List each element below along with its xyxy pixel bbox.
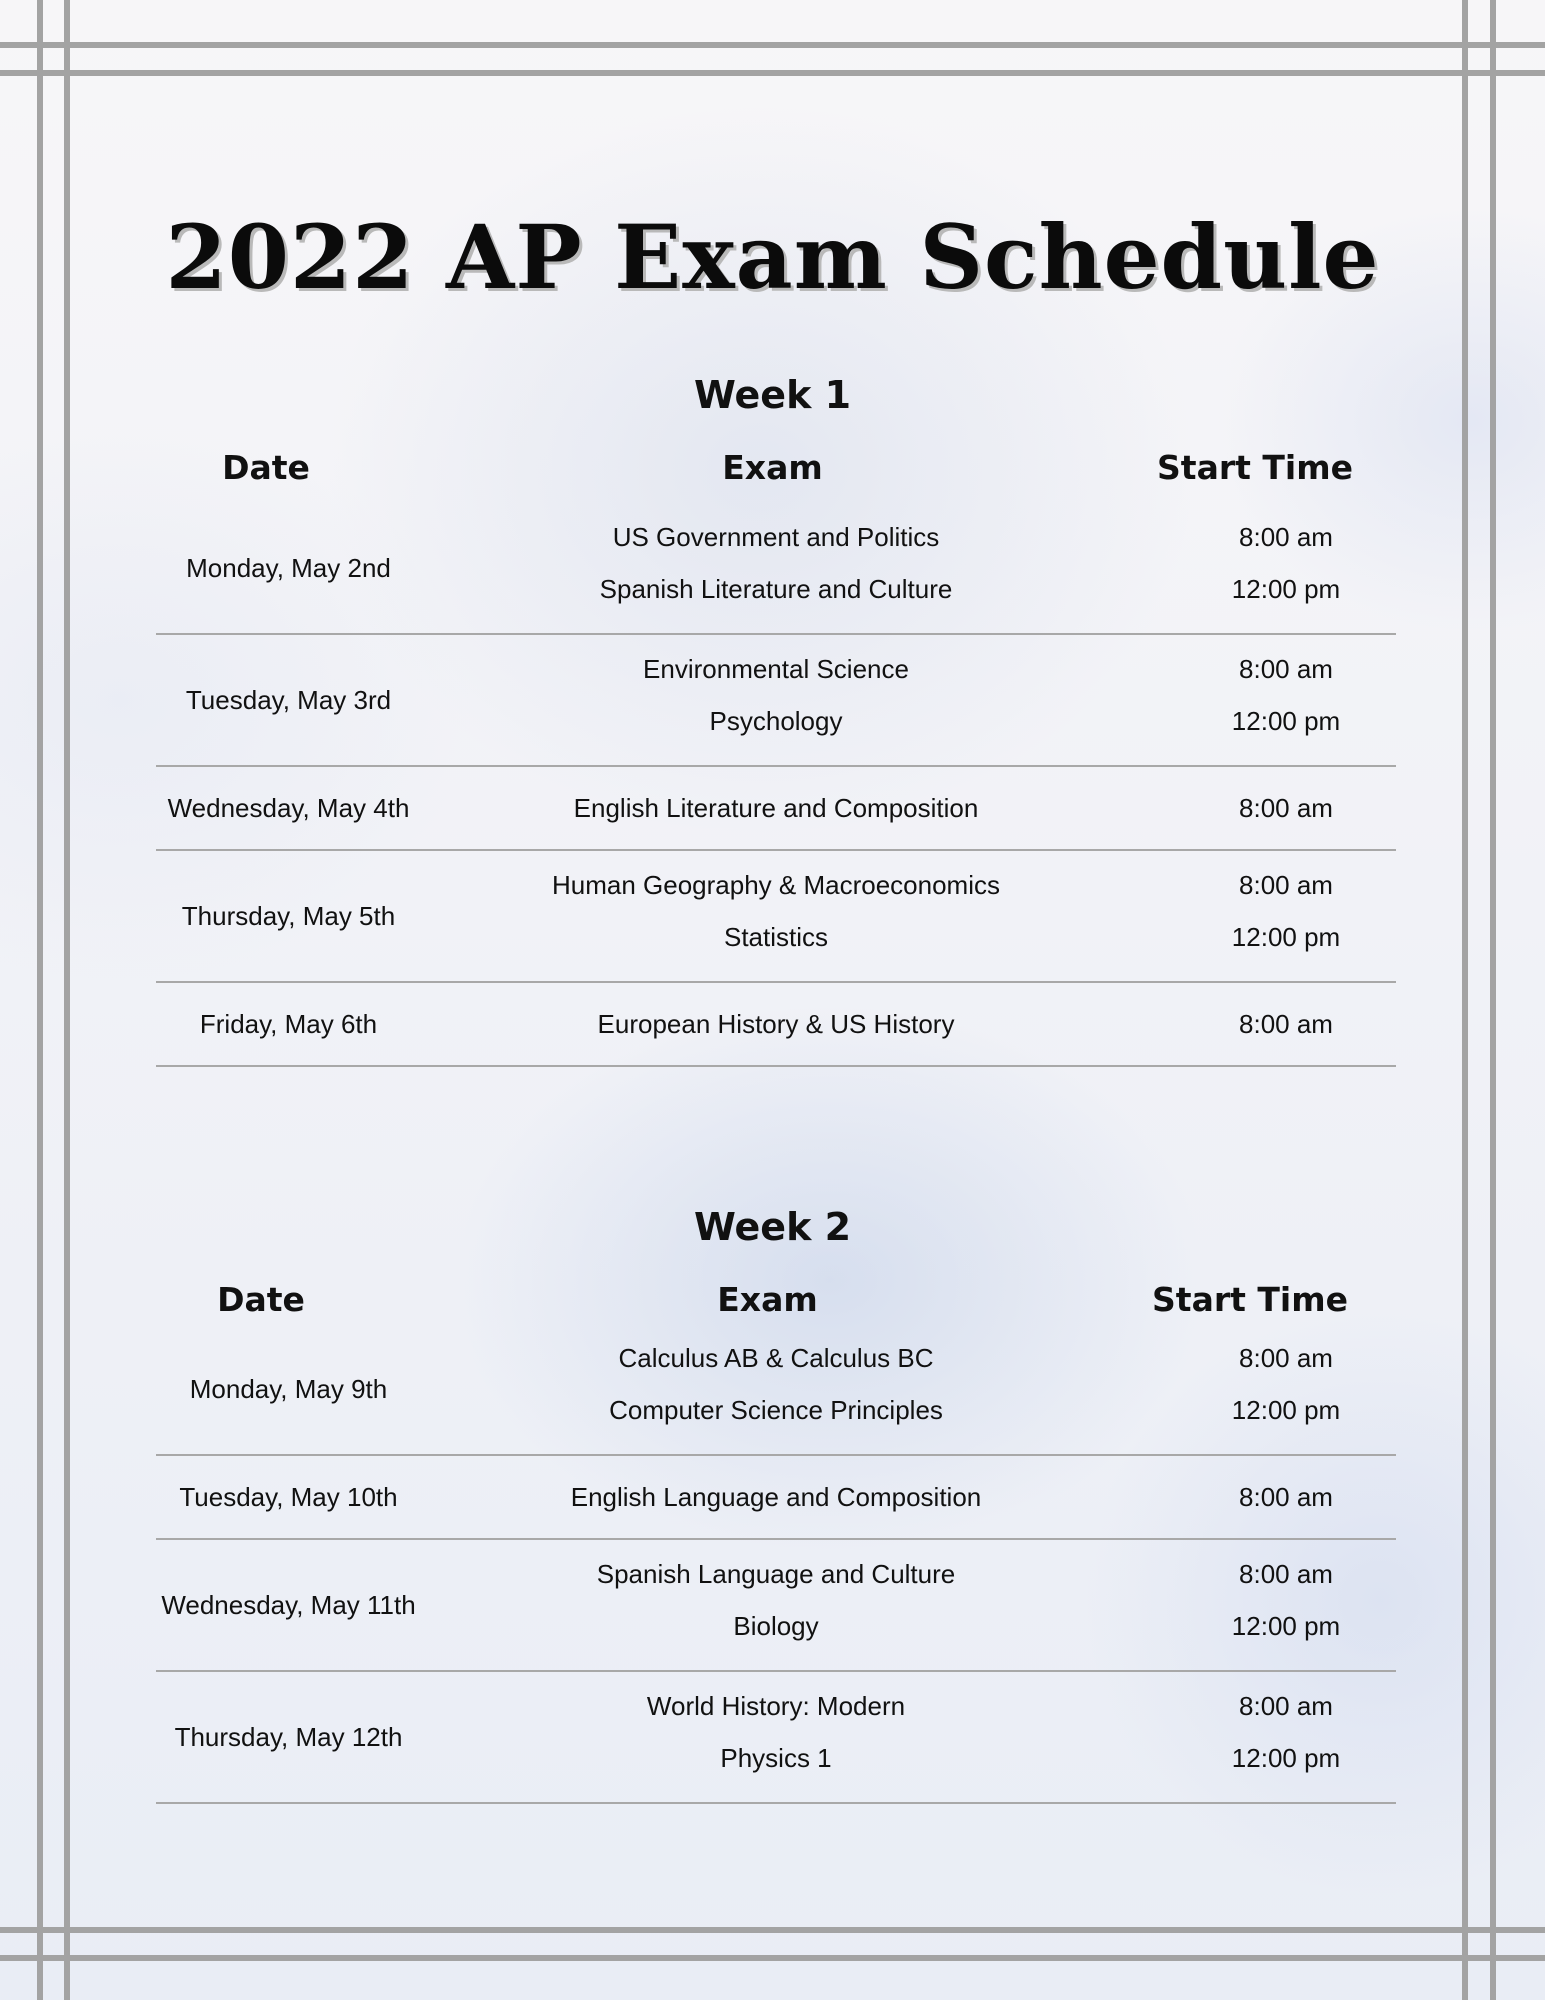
exam-name: Computer Science Principles — [609, 1395, 943, 1425]
exam-entry — [156, 782, 1396, 834]
exam-date: Monday, May 9th — [189, 1373, 388, 1404]
week-2-date-header: Date — [217, 1280, 305, 1319]
exam-name: European History & US History — [597, 1009, 955, 1039]
exam-start-time: 8:00 am — [1239, 1009, 1333, 1039]
exam-date: Thursday, May 5th — [181, 900, 396, 931]
exam-start-time: 12:00 pm — [1231, 574, 1341, 604]
exam-name: Human Geography & Macroeconomics — [552, 870, 1000, 900]
exam-entry — [156, 911, 1396, 963]
exam-entry — [156, 1471, 1396, 1523]
exam-start-time: 12:00 pm — [1231, 1611, 1341, 1641]
exam-entry — [156, 1332, 1396, 1384]
exam-start-time: 8:00 am — [1239, 793, 1333, 823]
week-1-exam-header: Exam — [722, 448, 823, 487]
exam-name: Physics 1 — [720, 1743, 832, 1773]
page-title: 2022 AP Exam Schedule — [165, 205, 1380, 309]
exam-start-time: 8:00 am — [1239, 654, 1333, 684]
exam-name: English Language and Composition — [570, 1482, 982, 1512]
exam-start-time: 12:00 pm — [1231, 706, 1341, 736]
schedule-row — [156, 503, 1396, 635]
week-2-exam-header: Exam — [717, 1280, 818, 1319]
frame-line-bottom-outer — [0, 1955, 1545, 1961]
exam-name: Spanish Literature and Culture — [599, 574, 953, 604]
exam-date: Wednesday, May 4th — [167, 792, 410, 823]
exam-date: Wednesday, May 11th — [161, 1589, 416, 1620]
exam-start-time: 12:00 pm — [1231, 1743, 1341, 1773]
exam-start-time: 12:00 pm — [1231, 922, 1341, 952]
week-1-date-header: Date — [222, 448, 310, 487]
schedule-row — [156, 635, 1396, 767]
exam-start-time: 8:00 am — [1239, 522, 1333, 552]
frame-line-bottom-inner — [0, 1927, 1545, 1933]
exam-name: World History: Modern — [646, 1691, 906, 1721]
frame-line-top-inner — [0, 70, 1545, 76]
schedule-row — [156, 1324, 1396, 1456]
exam-date: Tuesday, May 10th — [179, 1481, 398, 1512]
exam-name: Biology — [733, 1611, 819, 1641]
exam-date: Tuesday, May 3rd — [185, 684, 392, 715]
week-1-schedule-table — [156, 503, 1396, 1067]
exam-entry — [156, 695, 1396, 747]
exam-start-time: 8:00 am — [1239, 1343, 1333, 1373]
exam-entry — [156, 859, 1396, 911]
exam-entry — [156, 563, 1396, 615]
exam-start-time: 8:00 am — [1239, 1691, 1333, 1721]
schedule-row — [156, 1672, 1396, 1804]
exam-name: Calculus AB & Calculus BC — [618, 1343, 934, 1373]
exam-entry — [156, 511, 1396, 563]
exam-start-time: 8:00 am — [1239, 1482, 1333, 1512]
exam-entry — [156, 1680, 1396, 1732]
exam-date: Thursday, May 12th — [174, 1721, 403, 1752]
frame-line-top-outer — [0, 42, 1545, 48]
exam-entry — [156, 998, 1396, 1050]
exam-entry — [156, 643, 1396, 695]
schedule-row — [156, 767, 1396, 851]
exam-name: Statistics — [723, 922, 829, 952]
exam-entry — [156, 1548, 1396, 1600]
week-1-heading: Week 1 — [693, 373, 852, 417]
exam-date: Monday, May 2nd — [186, 552, 391, 583]
week-1-time-header: Start Time — [1157, 448, 1353, 487]
week-2-schedule-table — [156, 1324, 1396, 1804]
exam-entry — [156, 1600, 1396, 1652]
schedule-row — [156, 983, 1396, 1067]
exam-name: Psychology — [709, 706, 843, 736]
exam-start-time: 12:00 pm — [1231, 1395, 1341, 1425]
exam-entry — [156, 1732, 1396, 1784]
schedule-row — [156, 1456, 1396, 1540]
exam-name: US Government and Politics — [612, 522, 940, 552]
exam-start-time: 8:00 am — [1239, 870, 1333, 900]
exam-name: Spanish Language and Culture — [596, 1559, 956, 1589]
exam-start-time: 8:00 am — [1239, 1559, 1333, 1589]
week-2-heading: Week 2 — [693, 1205, 852, 1249]
exam-name: Environmental Science — [643, 654, 909, 684]
exam-entry — [156, 1384, 1396, 1436]
schedule-row — [156, 1540, 1396, 1672]
schedule-row — [156, 851, 1396, 983]
week-2-time-header: Start Time — [1152, 1280, 1348, 1319]
exam-date: Friday, May 6th — [199, 1008, 378, 1039]
exam-name: English Literature and Composition — [573, 793, 979, 823]
